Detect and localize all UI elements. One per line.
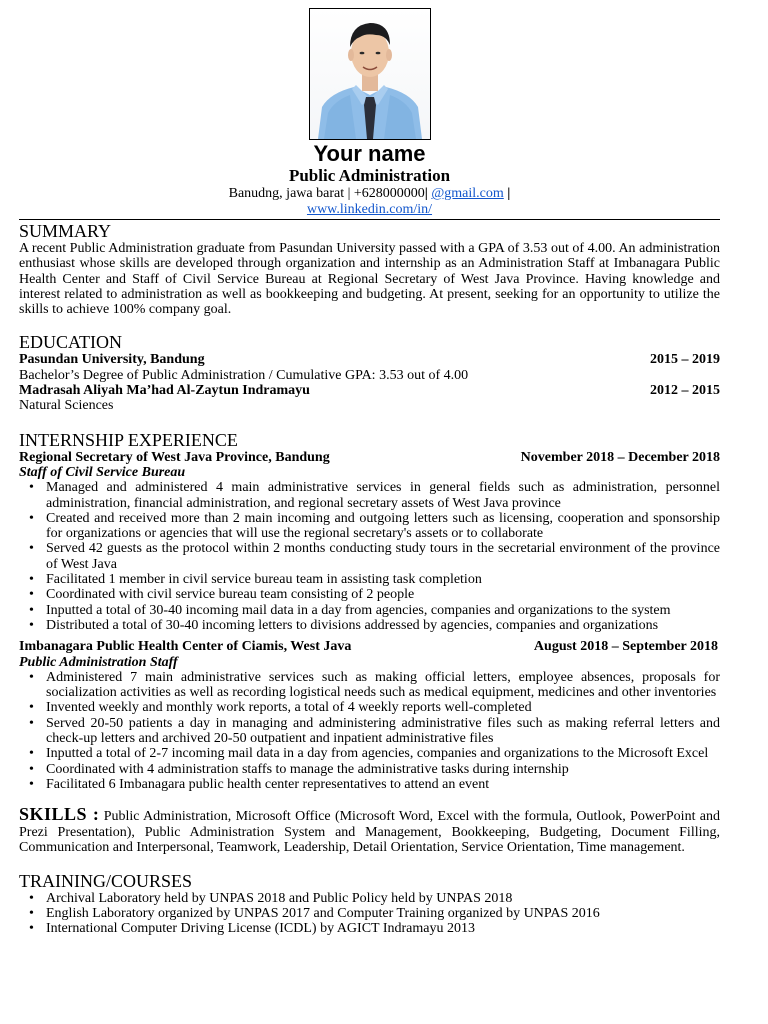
bullet-item: • Coordinated with civil service bureau team consisting of 2 people — [46, 587, 720, 602]
education-row — [19, 383, 720, 398]
contact-separator: | — [424, 186, 428, 201]
candidate-name: Your name — [313, 141, 426, 166]
bullet-item: • Invented weekly and monthly work reports, a total of 4 weekly reports well-completed — [46, 700, 720, 715]
email-link[interactable]: @gmail.com — [431, 186, 504, 201]
bullet-item: • Managed and administered 4 main administrative services in general fields such as administration, personnel administration, financial administration, and regional secretary assets of West Java province — [46, 480, 720, 511]
linkedin-line — [19, 202, 720, 218]
experience-org: Regional Secretary of West Java Province, Bandung — [19, 449, 330, 465]
education-detail: Bachelor’s Degree of Public Administration / Cumulative GPA: 3.53 out of 4.00 — [19, 367, 469, 383]
experience-item — [19, 450, 720, 634]
resume-page — [19, 0, 720, 937]
bullet-item: • English Laboratory organized by UNPAS 2017 and Computer Training organized by UNPAS 2016 — [46, 906, 720, 921]
experience-heading: INTERNSHIP EXPERIENCE — [19, 429, 238, 450]
bullet-item: • Distributed a total of 30-40 incoming letters to divisions addressed by agencies, companies and organizations — [46, 618, 720, 633]
profile-photo-illustration — [310, 9, 430, 139]
education-row — [19, 352, 720, 367]
contact-line — [19, 186, 720, 202]
experience-item — [19, 639, 720, 792]
candidate-headline: Public Administration — [288, 166, 451, 185]
bullet-item: • Archival Laboratory held by UNPAS 2018 and Public Policy held by UNPAS 2018 — [46, 891, 720, 906]
skills-heading: SKILLS : — [19, 804, 100, 825]
training-bullets — [19, 891, 720, 937]
profile-photo — [309, 8, 431, 140]
education-item — [19, 352, 720, 383]
linkedin-link[interactable]: www.linkedin.com/in/ — [306, 202, 433, 217]
contact-location-phone: Banudng, jawa barat | +628000000 — [228, 186, 425, 201]
bullet-item: • Coordinated with 4 administration staffs to manage the administrative tasks during internship — [46, 762, 720, 777]
bullet-item: • Administered 7 main administrative services such as making official letters, employee absences, proposals for socialization activities as well as recording logistical needs such as medical equipment, medicines and other inventories — [46, 670, 720, 701]
experience-role: Public Administration Staff — [19, 654, 178, 670]
education-item — [19, 383, 720, 414]
summary-text: A recent Public Administration graduate from Pasundan University passed with a GPA of 3.53 out of 4.00. An administration enthusiast whose skills are developed through organization and internship as an Administration Staff at Imbanagara Public Health Center and Staff of Civil Service Bureau at Regional Secretary of West Java Province. Having knowledge and interest related to administration as well as bookkeeping and budgeting. At present, seeking for an opportunity to utilize the skills to achieve 100% company goal. — [19, 241, 720, 318]
education-heading: EDUCATION — [19, 332, 122, 353]
education-detail: Natural Sciences — [19, 398, 114, 414]
summary-heading: SUMMARY — [19, 221, 112, 241]
bullet-item: • International Computer Driving License (ICDL) by AGICT Indramayu 2013 — [46, 921, 720, 936]
summary-section — [19, 221, 720, 317]
bullet-item: • Created and received more than 2 main incoming and outgoing letters such as licensing, cooperation and sponsorship for organizations or agencies that will use the regional secretary's assets or to collaborate — [46, 511, 720, 542]
education-years: 2012 – 2015 — [650, 383, 720, 399]
bullet-item: • Inputted a total of 2-7 incoming mail data in a day from agencies, companies and organizations to the Microsoft Excel — [46, 746, 720, 761]
experience-section — [19, 430, 720, 793]
experience-dates: August 2018 – September 2018 — [533, 639, 718, 655]
experience-org: Imbanagara Public Health Center of Ciamis, West Java — [19, 639, 352, 655]
experience-role: Staff of Civil Service Bureau — [19, 464, 186, 480]
contact-separator: | — [507, 186, 511, 201]
experience-dates: November 2018 – December 2018 — [520, 449, 720, 465]
bullet-item: • Served 20-50 patients a day in managing and administering administrative files such as making referral letters and check-up letters and archived 20-50 outpatient and inpatient administrative files — [46, 716, 720, 747]
education-section — [19, 332, 720, 413]
education-school: Madrasah Aliyah Ma’had Al-Zaytun Indramayu — [19, 383, 310, 399]
bullet-item: • Facilitated 1 member in civil service bureau team in assisting task completion — [46, 572, 720, 587]
education-school: Pasundan University, Bandung — [19, 352, 205, 368]
training-heading: TRAINING/COURSES — [19, 870, 193, 891]
training-section — [19, 871, 720, 937]
header-divider — [19, 219, 720, 220]
experience-bullets — [19, 480, 720, 633]
bullet-item: • Facilitated 6 Imbanagara public health center representatives to attend an event — [46, 777, 720, 792]
skills-section — [19, 804, 720, 856]
education-years: 2015 – 2019 — [650, 352, 720, 368]
experience-row — [19, 450, 720, 465]
bullet-item: • Inputted a total of 30-40 incoming mail data in a day from agencies, companies and organizations to the system — [46, 603, 720, 618]
experience-row — [19, 639, 720, 654]
skills-text: Public Administration, Microsoft Office (Microsoft Word, Excel with the formula, Outlook, PowerPoint and Prezi Presentation), Public Administration System and Management, Bookkeeping, Budgeting, Document Filling, Communication and Interpersonal, Teamwork, Leadership, Detail Orientation, Service Orientation, Time management. — [19, 809, 720, 856]
experience-bullets — [19, 670, 720, 792]
bullet-item: • Served 42 guests as the protocol within 2 months conducting study tours in the secretarial environment of the province of West Java — [46, 541, 720, 572]
